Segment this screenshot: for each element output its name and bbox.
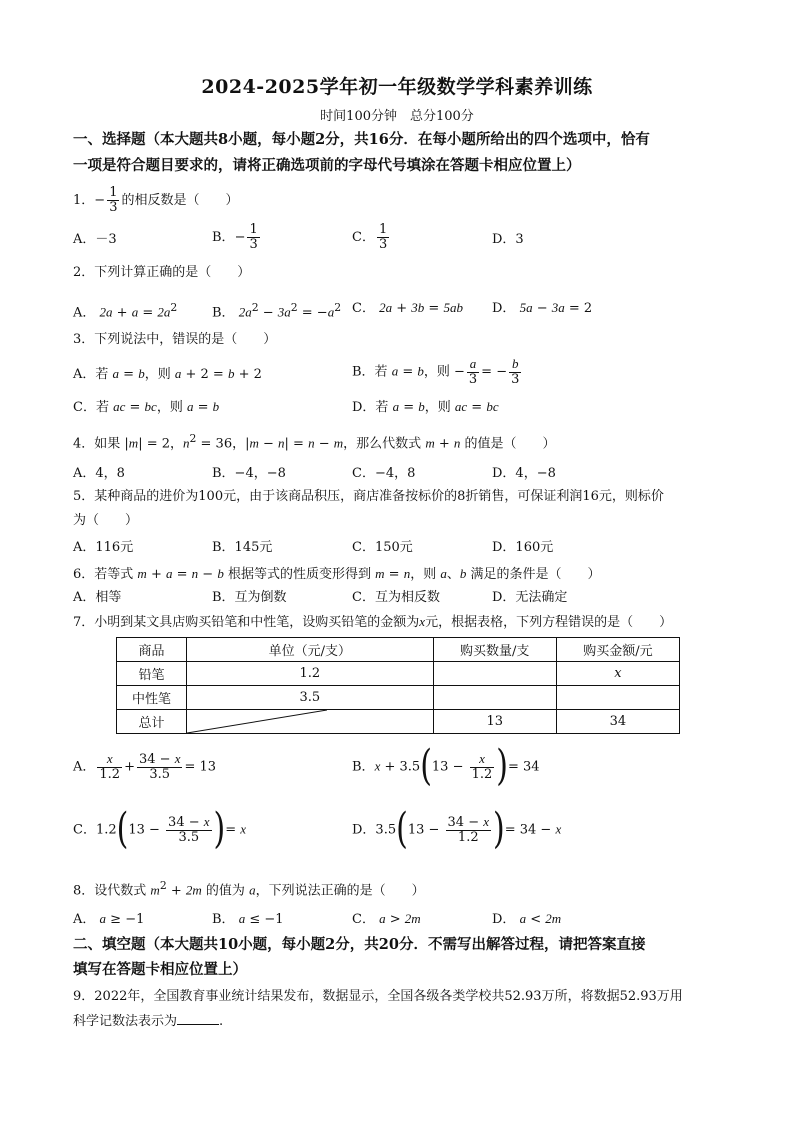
- q8-option-b[interactable]: B． a ≤ −1: [212, 911, 284, 927]
- table-cell: [556, 686, 679, 710]
- q8-option-d[interactable]: D． a < 2m: [492, 911, 562, 927]
- table-row: [117, 686, 680, 710]
- table-header-cell: 购买金额/元: [556, 638, 679, 662]
- question-4: 4．如果 |m| = 2，$n^2 = 36$，|m − n| = n − m，那么代数式 m + n 的值是（ ）: [73, 432, 556, 452]
- section-2-heading-line1: 二、填空题（本大题共10小题，每小题2分，共20分．不需写出解答过程，请把答案直接: [73, 936, 646, 953]
- table-cell: [433, 662, 556, 686]
- question-2: 2．下列计算正确的是（ ）: [73, 265, 251, 280]
- diagonal-line-icon: [187, 710, 327, 733]
- table-row: [117, 710, 680, 734]
- q3-option-a[interactable]: A．若 a = b，则 a + 2 = b + 2: [73, 366, 262, 382]
- q2-option-c[interactable]: C． 2a + 3b = 5ab: [352, 300, 463, 316]
- question-5-line1: 5．某种商品的进价为100元，由于该商品积压，商店准备按标价的8折销售，可保证利润16元，则标价: [73, 489, 664, 504]
- table-cell: 34: [556, 710, 679, 734]
- answer-blank[interactable]: [177, 1012, 219, 1025]
- q7-option-b[interactable]: B．x + 3.5(13 − $\frac{x}{1.2}$ )= 34: [352, 741, 540, 791]
- q3-option-c[interactable]: C．若 ac = bc，则 a = b: [73, 399, 220, 415]
- q5-option-b[interactable]: B．145元: [212, 540, 273, 555]
- q4-option-b[interactable]: B．−4，−8: [212, 466, 286, 481]
- q3-option-d[interactable]: D．若 a = b，则 ac = bc: [352, 399, 499, 415]
- q1-option-d[interactable]: D．3: [492, 232, 524, 247]
- table-header-cell: 商品: [117, 638, 187, 662]
- q4-option-a[interactable]: A．4，8: [73, 466, 125, 481]
- table-row: [117, 662, 680, 686]
- q4-option-d[interactable]: D．4，−8: [492, 466, 556, 481]
- table-cell: 总计: [117, 710, 187, 734]
- question-9-line1: 9．2022年，全国教育事业统计结果发布，数据显示，全国各级各类学校共52.93万所，将数据52.93万用: [73, 989, 683, 1004]
- q1-option-a[interactable]: A．－3: [73, 232, 117, 247]
- question-7: 7．小明到某文具店购买铅笔和中性笔，设购买铅笔的金额为x元，根据表格，下列方程错误的是（ ）: [73, 614, 673, 630]
- question-5-line2: 为（ ）: [73, 513, 139, 528]
- q7-table: [116, 637, 680, 734]
- section-2-heading-line2: 填写在答题卡相应位置上）: [73, 961, 247, 978]
- q2-option-d[interactable]: D． 5a − 3a = 2: [492, 300, 593, 316]
- exam-info: 时间100分钟 总分100分: [320, 109, 474, 124]
- table-cell: [433, 686, 556, 710]
- table-header-cell: 单位（元/支）: [187, 638, 434, 662]
- question-9-line2: 科学记数法表示为 .: [73, 1014, 224, 1029]
- q5-option-d[interactable]: D．160元: [492, 540, 554, 555]
- question-3: 3．下列说法中，错误的是（ ）: [73, 332, 277, 347]
- table-cell: 13: [433, 710, 556, 734]
- q1-text: 的相反数是（ ）: [121, 193, 239, 208]
- q1-number: 1．: [73, 193, 95, 208]
- q7-option-c[interactable]: C．1.2(13 − $\frac{34 - x}{3.5}$ )= x: [73, 804, 247, 854]
- table-cell: 中性笔: [117, 686, 187, 710]
- q1-option-c[interactable]: C． $\frac{1}{3}$: [352, 222, 388, 252]
- q5-option-c[interactable]: C．150元: [352, 540, 413, 555]
- diagonal-cell: [187, 710, 434, 734]
- q3-option-b[interactable]: B．若 a = b，则 − $\frac{a}{3}$ = − $\frac{b}{3}$: [352, 356, 520, 387]
- table-cell: 3.5: [187, 686, 434, 710]
- table-cell: x: [556, 662, 679, 686]
- section-1-heading-line1: 一、选择题（本大题共8小题，每小题2分，共16分．在每小题所给出的四个选项中，恰有: [73, 131, 650, 148]
- q2-option-a[interactable]: A． $2a + a = 2a^2$: [73, 301, 178, 321]
- q6-option-c[interactable]: C．互为相反数: [352, 590, 440, 605]
- q6-option-a[interactable]: A．相等: [73, 590, 122, 605]
- table-header-row: [117, 638, 680, 662]
- q4-option-c[interactable]: C．−4，8: [352, 466, 416, 481]
- question-1: 1．− $\frac{1}{3}$ 的相反数是（ ）: [73, 185, 239, 215]
- section-1-heading-line2: 一项是符合题目要求的，请将正确选项前的字母代号填涂在答题卡相应位置上）: [73, 157, 581, 174]
- q8-option-a[interactable]: A． a ≥ −1: [73, 911, 145, 927]
- q7-option-d[interactable]: D．3.5(13 − $\frac{34 - x}{1.2}$ )= 34 − x: [352, 804, 562, 854]
- table-header-cell: 购买数量/支: [433, 638, 556, 662]
- table-cell: 1.2: [187, 662, 434, 686]
- page-title: 2024-2025学年初一年级数学学科素养训练: [201, 76, 593, 98]
- q5-option-a[interactable]: A．116元: [73, 540, 134, 555]
- q1-fraction: $\frac{1}{3}$: [109, 185, 118, 215]
- q6-option-b[interactable]: B．互为倒数: [212, 590, 287, 605]
- table-cell: 铅笔: [117, 662, 187, 686]
- q2-option-b[interactable]: B． $2a^2 - 3a^2 = -a^2$: [212, 301, 342, 321]
- question-6: 6．若等式 m + a = n − b 根据等式的性质变形得到 m = n，则 a、b 满足的条件是（ ）: [73, 566, 601, 582]
- q8-option-c[interactable]: C． a > 2m: [352, 911, 421, 927]
- q7-option-a[interactable]: A． $\frac{x}{1.2}$ + $\frac{34 - x}{3.5}$ = 13: [73, 751, 217, 782]
- question-8: 8．设代数式 $m^2 + 2m$ 的值为 a，下列说法正确的是（ ）: [73, 879, 425, 899]
- q6-option-d[interactable]: D．无法确定: [492, 590, 568, 605]
- q1-option-b[interactable]: B．− $\frac{1}{3}$: [212, 222, 258, 252]
